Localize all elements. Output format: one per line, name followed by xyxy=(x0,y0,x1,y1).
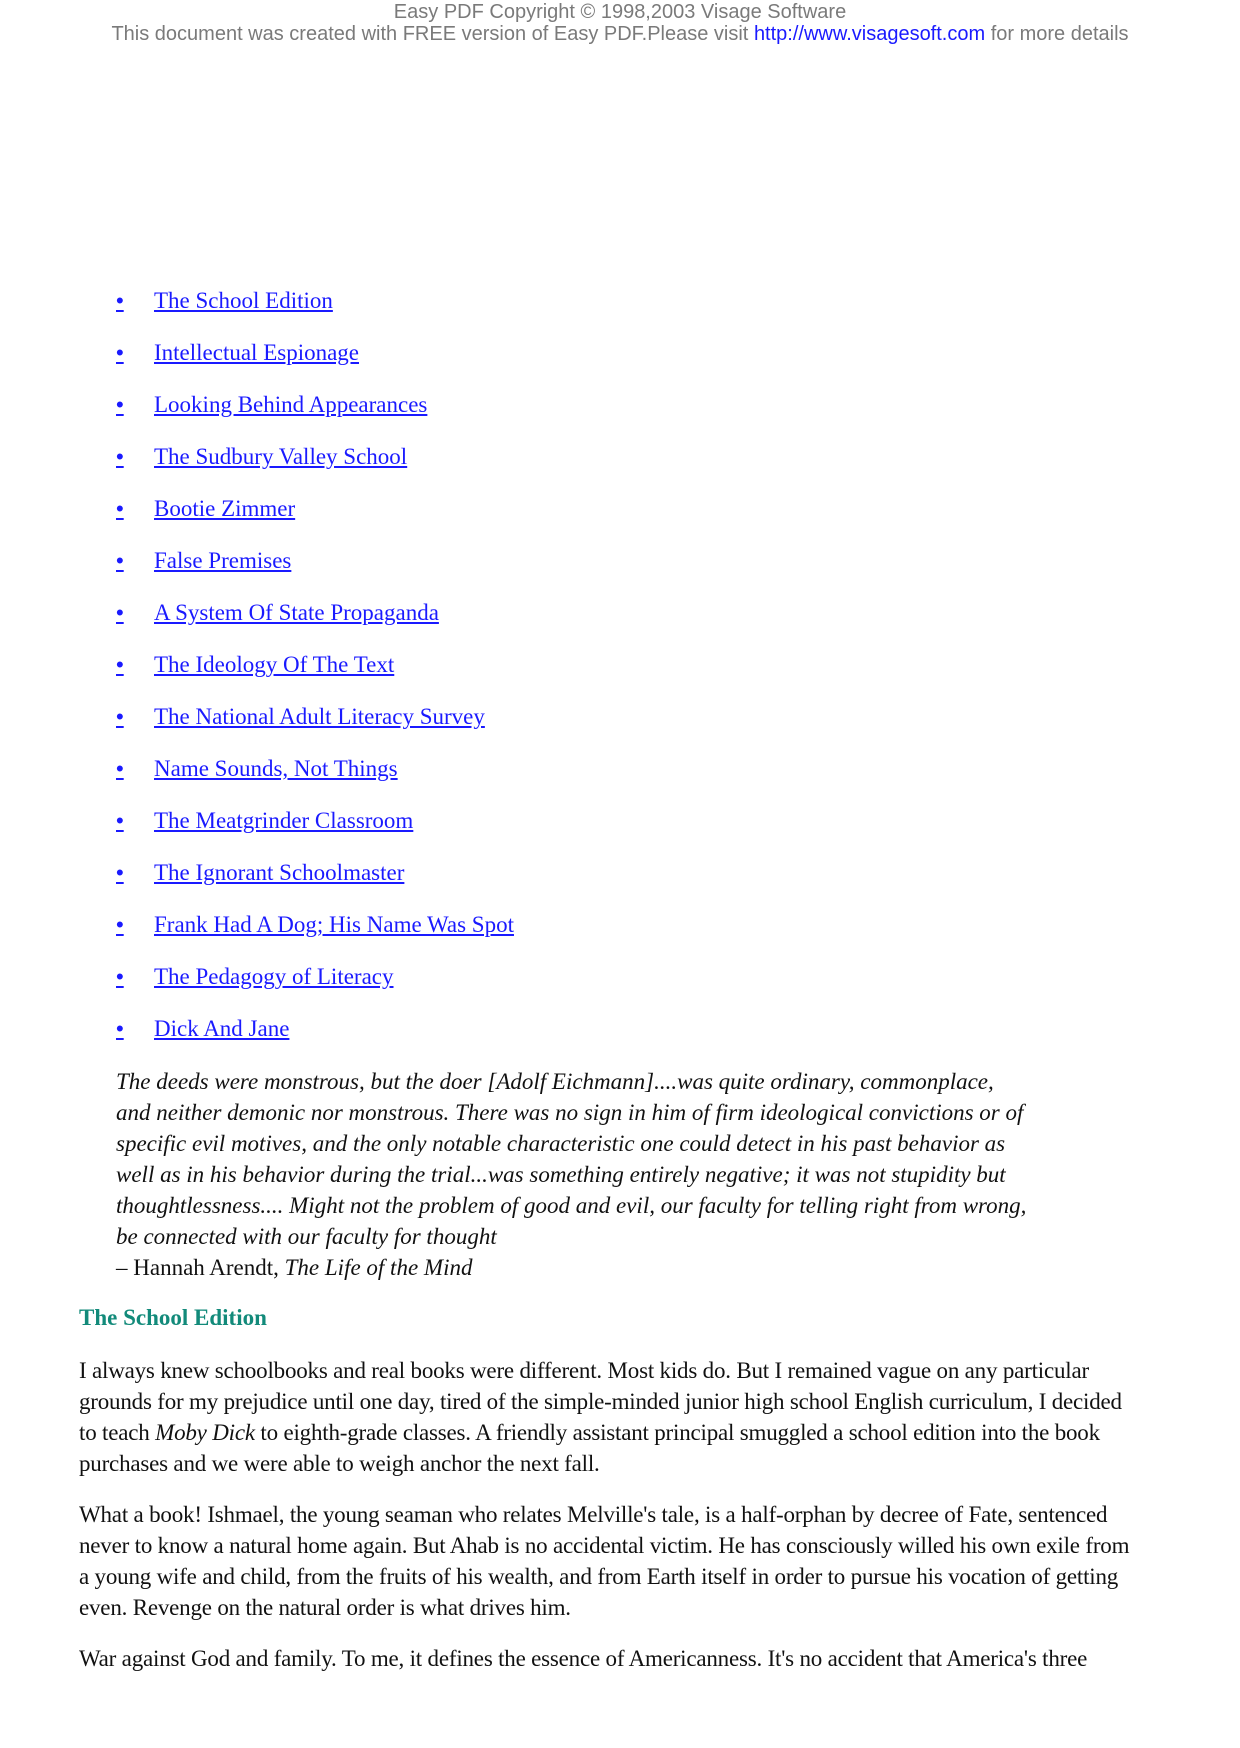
bullet-icon: • xyxy=(116,756,124,781)
table-of-contents xyxy=(116,285,514,1065)
watermark-notice xyxy=(0,23,1240,45)
toc-link-school-edition[interactable]: The School Edition xyxy=(154,288,333,313)
paragraph-line: never to know a natural home again. But Ahab is no accidental victim. He has consciously willed his own exile from xyxy=(79,1533,1130,1558)
paragraph-line: to teach xyxy=(79,1420,156,1445)
paragraph-line: What a book! Ishmael, the young seaman who relates Melville's tale, is a half-orphan by decree of Fate, sentenced xyxy=(79,1502,1108,1527)
toc-link-bootie-zimmer[interactable]: Bootie Zimmer xyxy=(154,496,296,521)
toc-link-ideology-of-text[interactable]: The Ideology Of The Text xyxy=(154,652,395,677)
paragraph-line: grounds for my prejudice until one day, tired of the simple-minded junior high school English curriculum, I decided xyxy=(79,1389,1122,1414)
paragraph-line: even. Revenge on the natural order is what drives him. xyxy=(79,1595,571,1620)
paragraph-line: purchases and we were able to weigh anchor the next fall. xyxy=(79,1451,600,1476)
toc-link-state-propaganda[interactable]: A System Of State Propaganda xyxy=(154,600,439,625)
paragraph-line: a young wife and child, from the fruits of his wealth, and from Earth itself in order to pursue his vocation of getting xyxy=(79,1564,1119,1589)
toc-item xyxy=(116,441,514,493)
epigraph-line: specific evil motives, and the only notable characteristic one could detect in his past behavior as xyxy=(116,1131,1006,1156)
body-paragraph xyxy=(79,1643,1169,1674)
bullet-icon: • xyxy=(116,912,124,937)
toc-item xyxy=(116,285,514,337)
bullet-icon: • xyxy=(116,496,124,521)
bullet-icon: • xyxy=(116,1016,124,1041)
epigraph-line: and neither demonic nor monstrous. There was no sign in him of firm ideological convictions or of xyxy=(116,1100,1024,1125)
toc-item xyxy=(116,961,514,1013)
toc-item xyxy=(116,545,514,597)
epigraph-line: The deeds were monstrous, but the doer [Adolf Eichmann]....was quite ordinary, commonplace, xyxy=(116,1069,994,1094)
epigraph-line: well as in his behavior during the trial...was something entirely negative; it was not stupidity but xyxy=(116,1162,1006,1187)
watermark-link[interactable]: http://www.visagesoft.com xyxy=(753,23,986,45)
toc-link-looking-behind-appearances[interactable]: Looking Behind Appearances xyxy=(154,392,428,417)
bullet-icon: • xyxy=(116,444,124,469)
paragraph-line: to eighth-grade classes. A friendly assistant principal smuggled a school edition into the book xyxy=(254,1420,1100,1445)
toc-item xyxy=(116,1013,514,1065)
bullet-icon: • xyxy=(116,548,124,573)
toc-link-pedagogy-of-literacy[interactable]: The Pedagogy of Literacy xyxy=(154,964,394,989)
body-paragraph xyxy=(79,1499,1169,1623)
bullet-icon: • xyxy=(116,600,124,625)
toc-item xyxy=(116,909,514,961)
toc-item xyxy=(116,493,514,545)
watermark-notice-suffix: for more details xyxy=(985,23,1129,45)
toc-item xyxy=(116,389,514,441)
toc-link-dick-and-jane[interactable]: Dick And Jane xyxy=(154,1016,290,1041)
watermark-copyright: Easy PDF Copyright © 1998,2003 Visage Software xyxy=(393,1,847,23)
toc-item xyxy=(116,597,514,649)
toc-link-adult-literacy-survey[interactable]: The National Adult Literacy Survey xyxy=(154,704,485,729)
body-paragraph xyxy=(79,1355,1169,1479)
watermark-notice-prefix: This document was created with FREE version of Easy PDF.Please visit xyxy=(111,23,754,45)
section-heading: The School Edition xyxy=(79,1305,267,1330)
bullet-icon: • xyxy=(116,340,124,365)
toc-item xyxy=(116,701,514,753)
bullet-icon: • xyxy=(116,704,124,729)
toc-link-meatgrinder-classroom[interactable]: The Meatgrinder Classroom xyxy=(154,808,414,833)
toc-item xyxy=(116,649,514,701)
toc-item xyxy=(116,753,514,805)
attribution-author: – Hannah Arendt, xyxy=(116,1255,285,1280)
toc-item xyxy=(116,805,514,857)
book-title-moby-dick: Moby Dick xyxy=(155,1420,255,1445)
bullet-icon: • xyxy=(116,860,124,885)
paragraph-line: I always knew schoolbooks and real books were different. Most kids do. But I remained vague on any particular xyxy=(79,1358,1089,1383)
epigraph-attribution xyxy=(116,1252,472,1283)
toc-item xyxy=(116,337,514,389)
bullet-icon: • xyxy=(116,288,124,313)
toc-link-name-sounds[interactable]: Name Sounds, Not Things xyxy=(154,756,398,781)
toc-item xyxy=(116,857,514,909)
bullet-icon: • xyxy=(116,964,124,989)
epigraph-line: be connected with our faculty for thought xyxy=(116,1224,497,1249)
bullet-icon: • xyxy=(116,392,124,417)
toc-link-false-premises[interactable]: False Premises xyxy=(154,548,292,573)
toc-link-frank-had-a-dog[interactable]: Frank Had A Dog; His Name Was Spot xyxy=(154,912,514,937)
bullet-icon: • xyxy=(116,808,124,833)
attribution-book-title: The Life of the Mind xyxy=(284,1255,473,1280)
pdf-watermark xyxy=(0,0,1240,45)
toc-link-ignorant-schoolmaster[interactable]: The Ignorant Schoolmaster xyxy=(154,860,405,885)
epigraph-quote xyxy=(116,1066,1126,1252)
epigraph-line: thoughtlessness.... Might not the problem of good and evil, our faculty for telling right from wrong, xyxy=(116,1193,1027,1218)
toc-link-sudbury-valley-school[interactable]: The Sudbury Valley School xyxy=(154,444,408,469)
paragraph-line: War against God and family. To me, it defines the essence of Americanness. It's no accident that America's three xyxy=(79,1646,1088,1671)
toc-link-intellectual-espionage[interactable]: Intellectual Espionage xyxy=(154,340,360,365)
bullet-icon: • xyxy=(116,652,124,677)
